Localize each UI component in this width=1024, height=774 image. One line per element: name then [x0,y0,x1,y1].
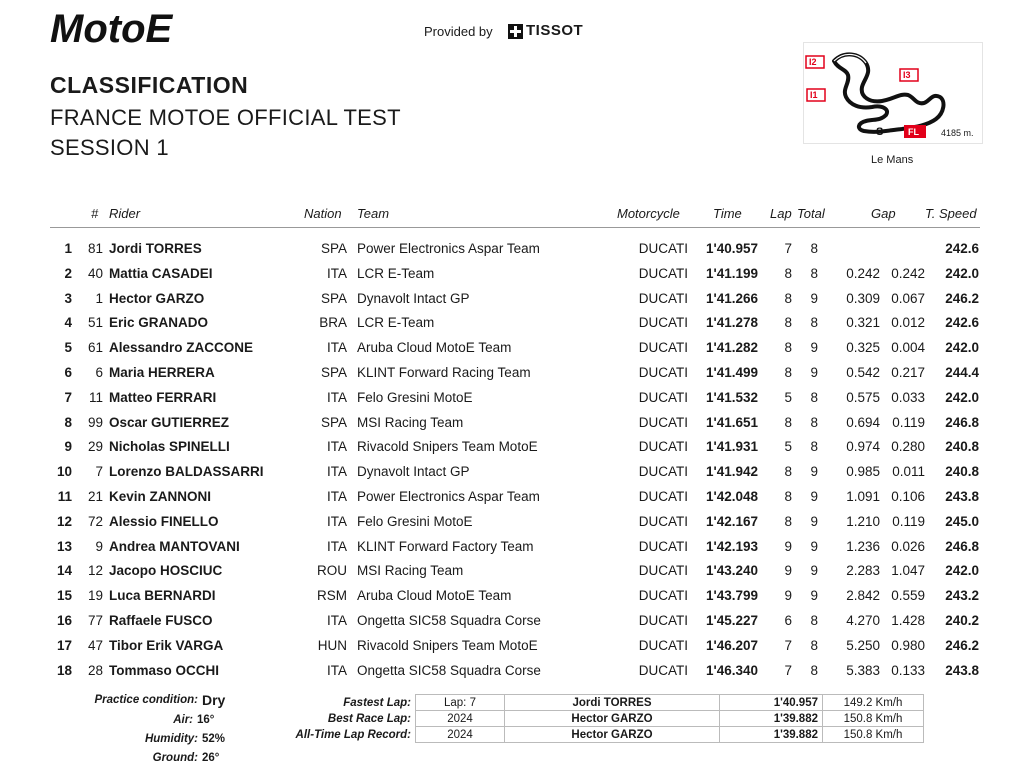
gap-to-first: 1.210 [846,513,880,529]
record-row-all-time-lap-record [281,727,924,743]
top-speed: 244.4 [945,365,979,380]
marker-finish-line: FL [908,127,919,137]
rider-name: Alessandro ZACCONE [109,340,254,356]
top-speed: 245.0 [945,513,979,529]
rider-number: 28 [87,662,103,678]
record-speed: 150.8 Km/h [823,727,924,743]
motorcycle: DUCATI [638,637,688,653]
table-row [0,514,1024,538]
motorcycle: DUCATI [638,389,688,405]
top-speed: 243.8 [945,489,979,504]
rider-name: Kevin ZANNONI [109,489,212,504]
total-laps: 8 [810,613,818,628]
table-row [0,638,1024,662]
col-header-lap: Lap [770,206,792,221]
col-header-nation: Nation [304,206,342,221]
nation: SPA [320,290,347,306]
gap-to-first: 2.842 [846,588,880,604]
total-laps: 9 [810,340,818,356]
motorcycle: DUCATI [638,464,688,480]
ground-value: 26° [202,752,220,764]
humidity-value: 52% [202,733,226,745]
nation: ITA [327,662,347,678]
top-speed: 246.2 [945,637,979,653]
motorcycle: DUCATI [638,489,688,504]
rider-number: 99 [87,414,103,430]
event-name: FRANCE MOTOE OFFICIAL TEST [50,105,401,130]
top-speed: 246.8 [945,414,979,430]
best-time: 1'42.167 [705,513,758,529]
position: 10 [56,464,72,480]
nation: RSM [317,588,347,604]
best-time: 1'41.651 [705,414,758,430]
table-row [0,241,1024,265]
marker-start: S [876,126,884,138]
team-name: Felo Gresini MotoE [357,513,473,529]
rider-number: 1 [95,290,103,306]
table-row [0,439,1024,463]
nation: ROU [317,563,347,579]
best-lap: 7 [784,241,792,256]
best-lap: 8 [784,513,792,529]
marker-i2: I2 [809,57,817,67]
rider-name: Tibor Erik VARGA [109,637,224,653]
best-time: 1'41.278 [705,315,758,331]
rider-name: Matteo FERRARI [109,389,217,405]
best-lap: 7 [784,637,792,653]
gap-to-previous: 0.012 [891,315,925,331]
best-lap: 8 [784,315,792,331]
nation: SPA [320,241,347,256]
record-rider: Hector GARZO [505,711,720,727]
position: 16 [56,613,72,628]
rider-name: Jacopo HOSCIUC [109,563,223,579]
air-label: Air: [173,714,193,726]
total-laps: 8 [810,389,818,405]
best-time: 1'42.048 [705,489,758,504]
nation: SPA [320,414,347,430]
best-time: 1'43.240 [705,563,758,579]
best-time: 1'46.340 [705,662,758,678]
record-time: 1'39.882 [720,711,823,727]
total-laps: 9 [810,563,818,579]
team-name: KLINT Forward Racing Team [357,365,531,380]
table-row [0,315,1024,339]
marker-i1: I1 [810,90,818,100]
position: 5 [64,340,72,356]
rider-name: Mattia CASADEI [109,265,213,281]
rider-number: 19 [87,588,103,604]
top-speed: 242.0 [945,340,979,356]
logo-text: MotoE [50,8,173,50]
motorcycle: DUCATI [638,439,688,455]
team-name: Felo Gresini MotoE [357,389,473,405]
gap-to-first: 0.242 [846,265,880,281]
top-speed: 242.0 [945,265,979,281]
col-header-rider: Rider [109,206,141,221]
best-lap: 8 [784,340,792,356]
nation: SPA [320,365,347,380]
total-laps: 8 [810,662,818,678]
motorcycle: DUCATI [638,290,688,306]
rider-name: Oscar GUTIERREZ [109,414,230,430]
position: 4 [64,315,72,331]
record-info: 2024 [416,711,505,727]
table-row [0,588,1024,612]
gap-to-first: 0.974 [846,439,880,455]
gap-to-previous: 0.242 [891,265,925,281]
rider-name: Hector GARZO [109,290,205,306]
best-lap: 8 [784,489,792,504]
table-row [0,340,1024,364]
rider-name: Andrea MANTOVANI [109,538,240,554]
best-lap: 9 [784,588,792,604]
rider-number: 51 [87,315,103,331]
position: 9 [64,439,72,455]
best-time: 1'41.532 [705,389,758,405]
rider-name: Jordi TORRES [109,241,202,256]
gap-to-first: 0.542 [846,365,880,380]
gap-to-first: 0.321 [846,315,880,331]
position: 13 [56,538,72,554]
gap-to-previous: 0.119 [892,513,925,529]
best-lap: 7 [784,662,792,678]
record-time: 1'39.882 [720,727,823,743]
record-label: Best Race Lap: [327,712,411,725]
gap-to-previous: 0.133 [891,662,925,678]
rider-name: Eric GRANADO [109,315,209,331]
session-name: SESSION 1 [50,135,169,160]
position: 6 [64,365,72,380]
motorcycle: DUCATI [638,241,688,256]
rider-name: Nicholas SPINELLI [109,439,230,455]
gap-to-first: 0.575 [846,389,880,405]
practice-condition-label: Practice condition: [94,694,198,706]
record-info: Lap: 7 [416,695,505,711]
best-lap: 8 [784,290,792,306]
top-speed: 242.0 [945,389,979,405]
motorcycle: DUCATI [638,265,688,281]
gap-to-previous: 0.217 [891,365,925,380]
best-lap: 9 [784,538,792,554]
best-lap: 6 [784,613,792,628]
gap-to-first: 1.091 [846,489,880,504]
nation: ITA [327,613,347,628]
ground-label: Ground: [152,752,198,764]
best-lap: 5 [784,389,792,405]
position: 2 [64,265,72,281]
nation: ITA [327,513,347,529]
record-info: 2024 [416,727,505,743]
record-label: Fastest Lap: [343,696,411,709]
best-time: 1'41.931 [705,439,758,455]
top-speed: 243.8 [945,662,979,678]
table-row [0,539,1024,563]
best-lap: 9 [784,563,792,579]
team-name: Ongetta SIC58 Squadra Corse [357,613,541,628]
table-row [0,464,1024,488]
rider-name: Lorenzo BALDASSARRI [109,464,264,480]
gap-to-previous: 1.428 [891,613,925,628]
gap-to-first: 0.694 [846,414,880,430]
gap-to-previous: 0.011 [892,464,925,480]
rider-name: Raffaele FUSCO [109,613,213,628]
top-speed: 242.6 [945,241,979,256]
table-row [0,266,1024,290]
table-row [0,563,1024,587]
total-laps: 9 [810,464,818,480]
motorcycle: DUCATI [638,563,688,579]
team-name: MSI Racing Team [357,563,464,579]
lap-records-table [281,694,924,743]
nation: ITA [327,389,347,405]
rider-number: 81 [87,241,103,256]
gap-to-first: 0.985 [846,464,880,480]
track-name: Le Mans [871,154,914,166]
gap-to-first: 0.325 [846,340,880,356]
motorcycle: DUCATI [638,315,688,331]
rider-name: Tommaso OCCHI [109,662,220,678]
marker-i3: I3 [903,70,911,80]
position: 14 [56,563,72,579]
gap-to-first: 2.283 [846,563,880,579]
sponsor-name: TISSOT [526,22,584,39]
gap-to-previous: 1.047 [891,563,925,579]
gap-to-first: 4.270 [846,613,880,628]
best-lap: 8 [784,464,792,480]
team-name: KLINT Forward Factory Team [357,538,534,554]
total-laps: 9 [810,588,818,604]
record-time: 1'40.957 [720,695,823,711]
best-lap: 8 [784,414,792,430]
position: 8 [64,414,72,430]
gap-to-previous: 0.106 [891,489,925,504]
total-laps: 9 [810,290,818,306]
rider-name: Luca BERNARDI [109,588,216,604]
rider-number: 9 [95,538,103,554]
record-speed: 150.8 Km/h [823,711,924,727]
team-name: Rivacold Snipers Team MotoE [357,637,538,653]
nation: ITA [327,538,347,554]
page-title: CLASSIFICATION [50,72,249,98]
motoe-logo-graphic [50,8,250,50]
position: 3 [64,290,72,306]
gap-to-previous: 0.033 [891,389,925,405]
total-laps: 8 [810,637,818,653]
gap-to-first: 5.383 [846,662,880,678]
tissot-cross-icon [508,24,523,39]
best-lap: 8 [784,265,792,281]
team-name: Dynavolt Intact GP [357,464,470,480]
motorcycle: DUCATI [638,513,688,529]
team-name: LCR E-Team [357,265,435,281]
record-rider: Jordi TORRES [505,695,720,711]
rider-number: 29 [87,439,103,455]
gap-to-previous: 0.980 [891,637,925,653]
col-header-time: Time [713,206,742,221]
best-lap: 8 [784,365,792,380]
best-time: 1'45.227 [705,613,758,628]
top-speed: 243.2 [945,588,979,604]
gap-to-first: 1.236 [846,538,880,554]
rider-number: 40 [87,265,103,281]
team-name: Power Electronics Aspar Team [357,489,540,504]
motorcycle: DUCATI [638,613,688,628]
total-laps: 8 [810,265,818,281]
col-header-gap: Gap [871,206,896,221]
best-time: 1'41.499 [705,365,758,380]
gap-to-previous: 0.119 [892,414,925,430]
table-row [0,291,1024,315]
provided-by-label: Provided by [424,24,493,39]
best-time: 1'46.207 [705,637,758,653]
record-row-fastest-lap [281,695,924,711]
nation: ITA [327,489,347,504]
nation: HUN [317,637,347,653]
best-time: 1'42.193 [705,538,758,554]
best-lap: 5 [784,439,792,455]
record-speed: 149.2 Km/h [823,695,924,711]
table-row [0,489,1024,513]
table-row [0,613,1024,637]
motorcycle: DUCATI [638,340,688,356]
total-laps: 8 [810,439,818,455]
gap-to-first: 0.309 [846,290,880,306]
rider-name: Alessio FINELLO [109,513,219,529]
total-laps: 9 [810,365,818,380]
track-length: 4185 m. [941,128,974,138]
col-header-team: Team [357,206,390,221]
top-speed: 240.2 [945,613,979,628]
col-header-number: # [91,206,99,221]
motorcycle: DUCATI [638,588,688,604]
rider-name: Maria HERRERA [109,365,215,380]
gap-to-previous: 0.004 [891,340,925,356]
motorcycle: DUCATI [638,538,688,554]
team-name: Power Electronics Aspar Team [357,241,540,256]
gap-to-previous: 0.067 [891,290,925,306]
top-speed: 246.2 [945,290,979,306]
team-name: Aruba Cloud MotoE Team [357,340,512,356]
team-name: LCR E-Team [357,315,435,331]
total-laps: 9 [810,513,818,529]
nation: BRA [319,315,347,331]
team-name: Dynavolt Intact GP [357,290,470,306]
best-time: 1'41.266 [705,290,758,306]
best-time: 1'41.942 [705,464,758,480]
rider-number: 77 [87,613,103,628]
motorcycle: DUCATI [638,414,688,430]
nation: ITA [327,439,347,455]
position: 1 [64,241,72,256]
nation: ITA [327,340,347,356]
air-value: 16° [197,714,215,726]
total-laps: 8 [810,414,818,430]
total-laps: 8 [810,241,818,256]
gap-to-previous: 0.559 [891,588,925,604]
col-header-motorcycle: Motorcycle [617,206,680,221]
rider-number: 61 [87,340,103,356]
header-divider [50,227,980,228]
col-header-speed: T. Speed [925,206,977,221]
table-row [0,365,1024,389]
position: 12 [56,513,72,529]
col-header-total: Total [797,206,825,221]
top-speed: 242.6 [945,315,979,331]
record-rider: Hector GARZO [505,727,720,743]
total-laps: 9 [810,538,818,554]
motoe-logo [50,8,250,50]
record-row-best-race-lap [281,711,924,727]
top-speed: 240.8 [945,439,979,455]
top-speed: 246.8 [945,538,979,554]
top-speed: 242.0 [945,563,979,579]
position: 15 [56,588,72,604]
gap-to-previous: 0.026 [891,538,925,554]
gap-to-first: 5.250 [846,637,880,653]
motorcycle: DUCATI [638,365,688,380]
rider-number: 21 [87,489,103,504]
best-time: 1'43.799 [705,588,758,604]
record-label: All-Time Lap Record: [295,728,411,741]
rider-number: 47 [87,637,103,653]
position: 11 [57,489,72,504]
motorcycle: DUCATI [638,662,688,678]
team-name: MSI Racing Team [357,414,464,430]
table-row [0,415,1024,439]
position: 18 [56,662,72,678]
rider-number: 72 [87,513,103,529]
table-row [0,390,1024,414]
best-time: 1'40.957 [705,241,758,256]
position: 7 [64,389,72,405]
rider-number: 7 [95,464,103,480]
humidity-label: Humidity: [144,733,198,745]
practice-condition-value: Dry [202,692,226,708]
gap-to-previous: 0.280 [891,439,925,455]
rider-number: 6 [95,365,103,380]
best-time: 1'41.199 [705,265,758,281]
top-speed: 240.8 [945,464,979,480]
team-name: Aruba Cloud MotoE Team [357,588,512,604]
rider-number: 11 [88,389,103,405]
best-time: 1'41.282 [705,340,758,356]
position: 17 [56,637,72,653]
nation: ITA [327,265,347,281]
total-laps: 8 [810,315,818,331]
team-name: Rivacold Snipers Team MotoE [357,439,538,455]
nation: ITA [327,464,347,480]
total-laps: 9 [810,489,818,504]
rider-number: 12 [87,563,103,579]
table-row [0,663,1024,687]
team-name: Ongetta SIC58 Squadra Corse [357,662,541,678]
